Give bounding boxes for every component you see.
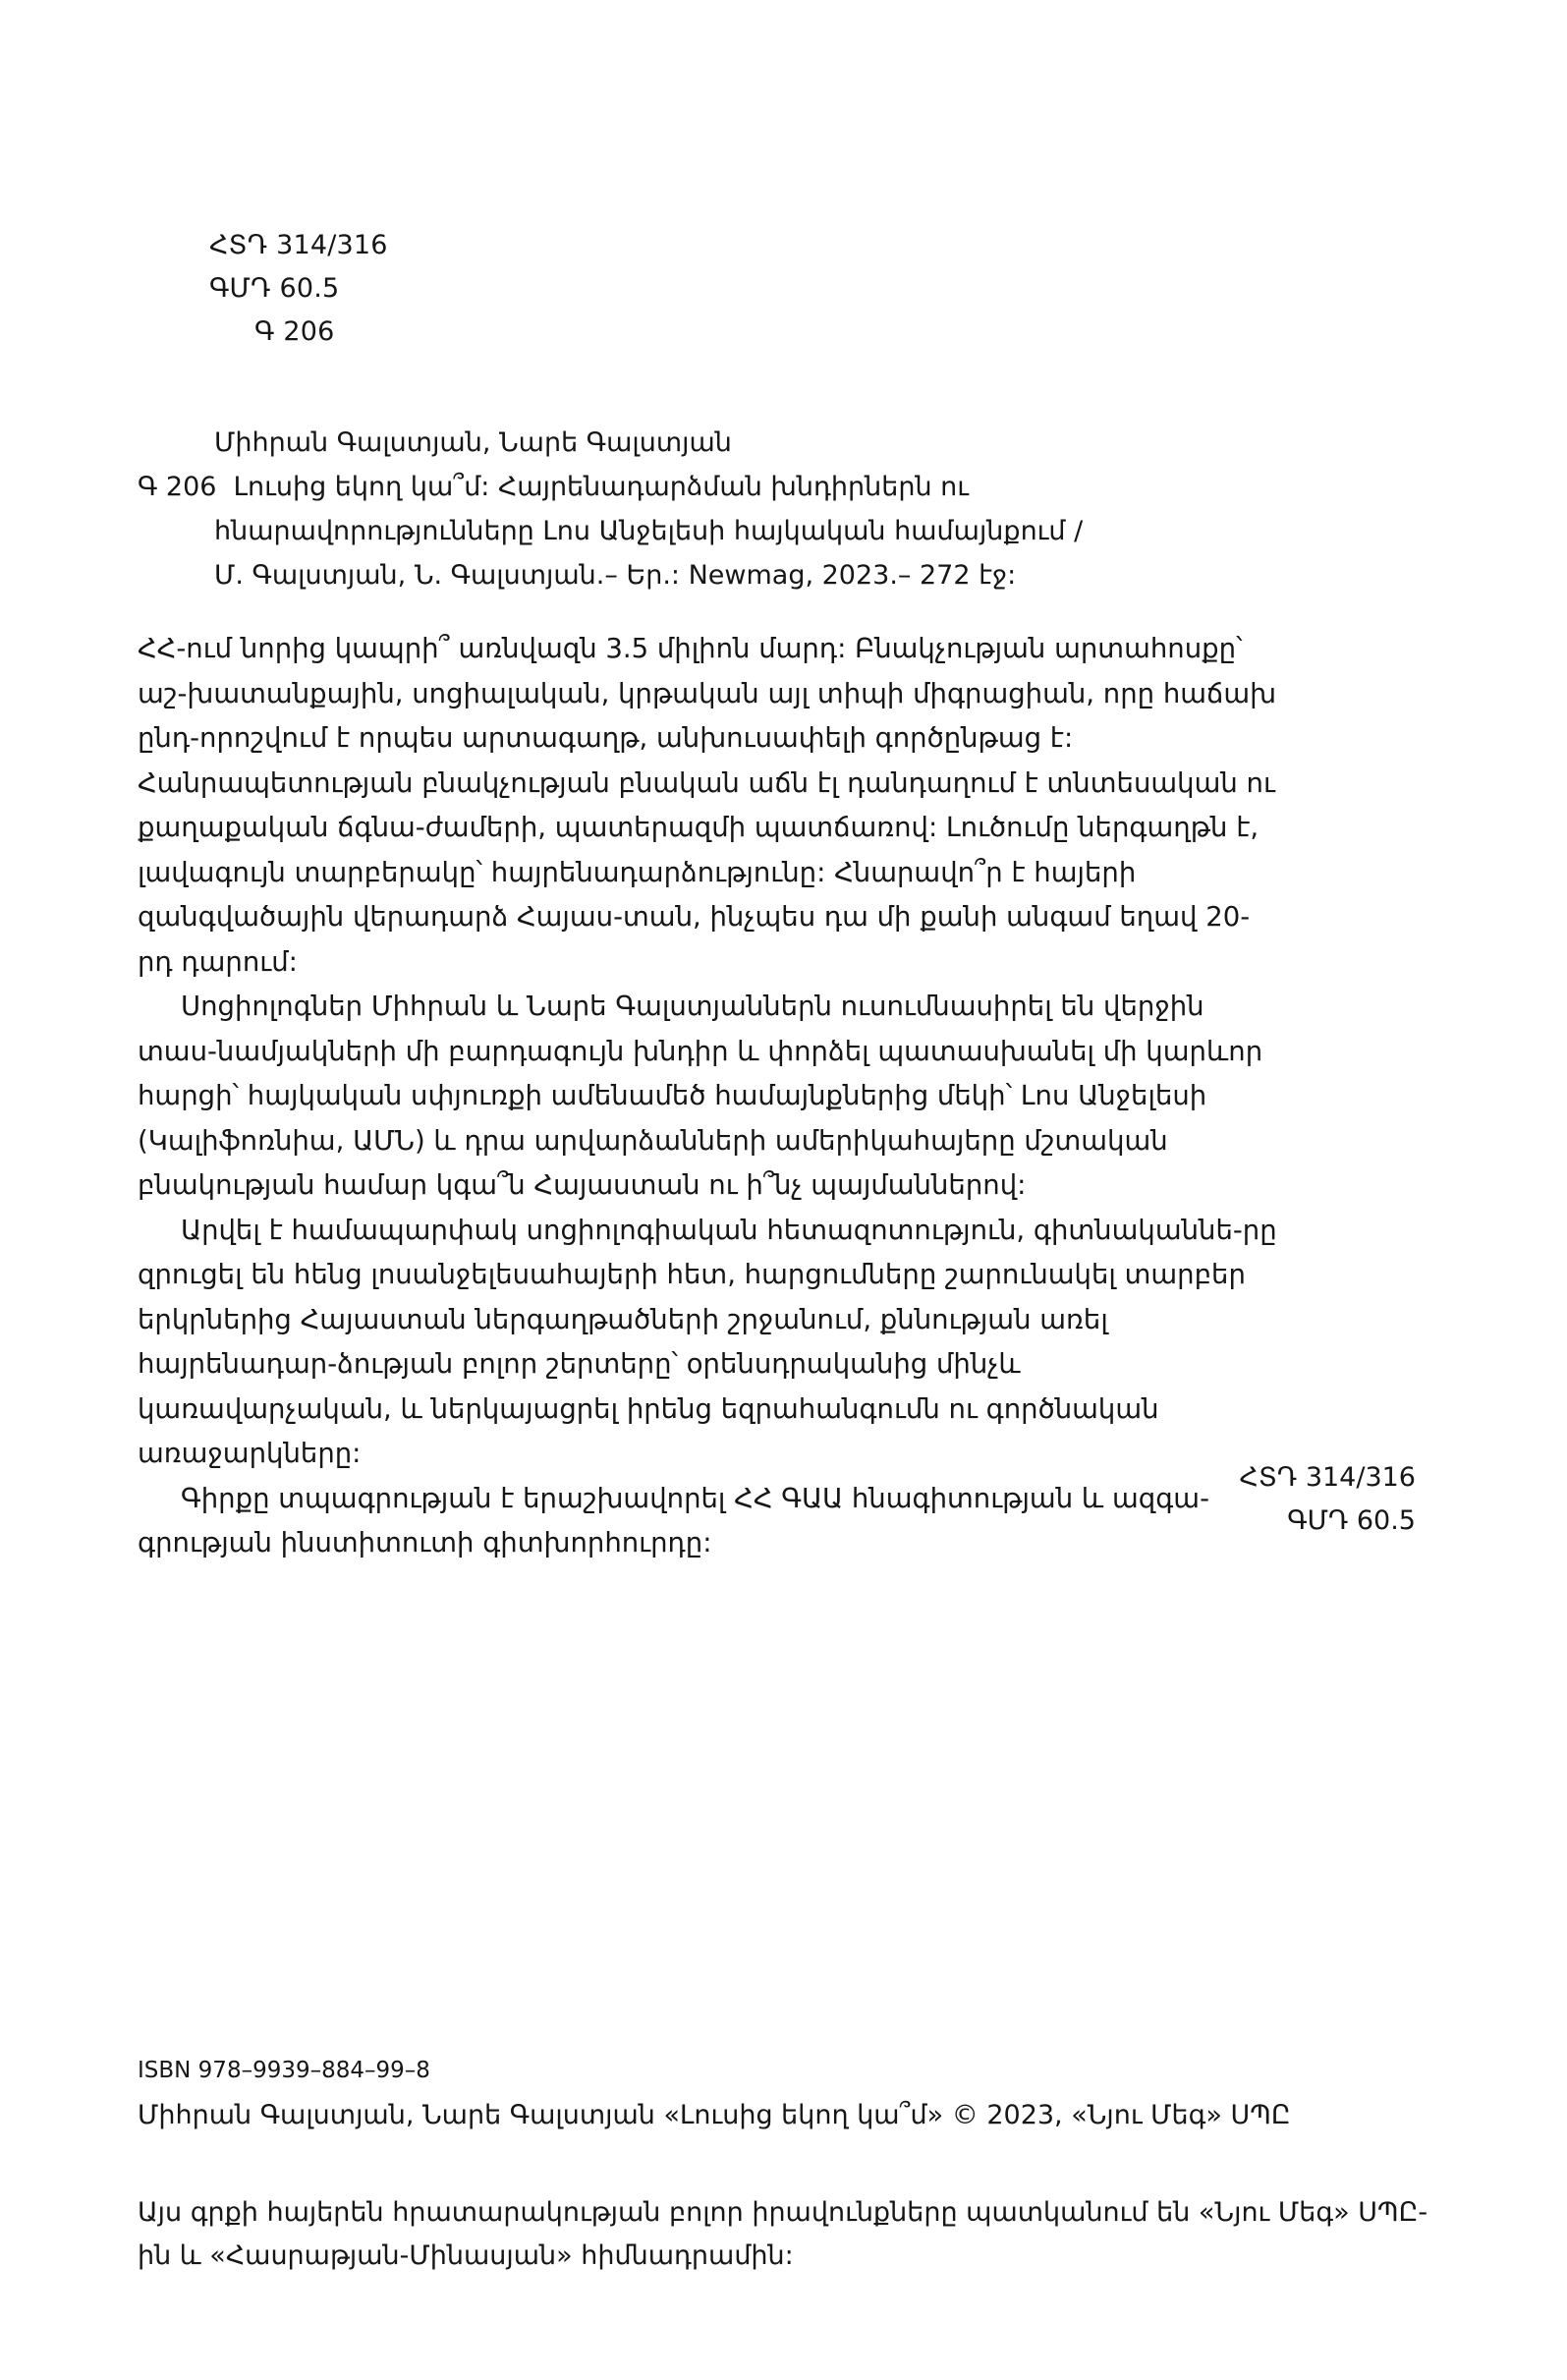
bibliographic-record [138, 421, 1277, 597]
annotation-paragraph-3: Արվել է համապարփակ սոցիոլոգիական հետազոտություն, գիտնականնե-րը զրուցել են հենց լոսանջելեսահայերի հետ, հարցումները շարունակել տարբեր երկրներից Հայաստան ներգաղթածների շրջանում, քննության առել հայրենադար-ձության բոլոր շերտերը՝ օրենսդրականից մինչև կառավարչական, և ներկայացրել իրենց եզրահանգումն ու գործնական առաջարկները: [138, 1214, 1286, 1469]
record-title-line-2: հնարավորությունները Լոս Անջելեսի հայկական համայնքում / [214, 516, 1084, 546]
record-title-line-1 [138, 465, 1277, 509]
copyright-line: Միհրան Գալստյան, Նարե Գալստյան «Լուսից եկող կա՞մ» © 2023, «Նյու Մեգ» ՍՊԸ [138, 2100, 1291, 2130]
bbk-code-bottom: ԳՄԴ 60.5 [1287, 1505, 1416, 1536]
rights-notice: Այս գրքի հայերեն հրատարակության բոլոր իրավունքները պատկանում են «Նյու Մեգ» ՍՊԸ-ին և «Հասրաթյան-Մինասյան» հիմնադրամին: [138, 2197, 1428, 2271]
annotation-block [138, 627, 1286, 1566]
author-mark-top: Գ 206 [254, 316, 335, 347]
colophon-block [138, 2054, 1444, 2278]
classification-block-top [209, 224, 388, 354]
record-author-mark: Գ 206 [138, 472, 217, 502]
isbn-line: ISBN 978–9939–884–99–8 [138, 2058, 430, 2083]
annotation-paragraph-4: Գիրքը տպագրության է երաշխավորել ՀՀ ԳԱԱ հնագիտության և ազգա-գրության ինստիտուտի գիտխորհուրդը: [138, 1482, 1209, 1558]
record-title-text: Լուսից եկող կա՞մ: Հայրենադարձման խնդիրներն ու [233, 472, 969, 502]
annotation-paragraph-1: ՀՀ-ում նորից կապրի՞ առնվազն 3.5 միլիոն մարդ: Բնակչության արտահոսքը՝ աշ-խատանքային, սոցիալական, կրթական այլ տիպի միգրացիան, որը հաճախ ընդ-որոշվում է որպես արտագաղթ, անխուսափելի գործընթաց է: Հանրապետության բնակչության բնական աճն էլ դանդաղում է տնտեսական ու քաղաքական ճգնա-ժամերի, պատերազմի պատճառով: Լուծումը ներգաղթն է, լավագույն տարբերակը՝ հայրենադարձությունը: Հնարավո՞ր է հայերի զանգվածային վերադարձ Հայաս-տան, ինչպես դա մի քանի անգամ եղավ 20-րդ դարում: [138, 633, 1285, 978]
record-authors: Միհրան Գալստյան, Նարե Գալստյան [214, 427, 732, 458]
annotation-paragraph-2: Սոցիոլոգներ Միհրան և Նարե Գալստյաններն ուսումնասիրել են վերջին տաս-նամյակների մի բարդագույն խնդիր և փորձել պատասխանել մի կարևոր հարցի՝ հայկական սփյուռքի ամենամեծ համայնքներից մեկի՝ Լոս Անջելեսի (Կալիֆոռնիա, ԱՄՆ) և դրա արվարձանների ամերիկահայերը մշտական բնակության համար կգա՞ն Հայաստան ու ի՞նչ պայմաններով: [138, 991, 1271, 1201]
record-imprint: Մ. Գալստյան, Ն. Գալստյան.– Եր.: Newmag, 2023.– 272 էջ: [214, 560, 1017, 591]
udc-code-top: ՀՏԴ 314/316 [209, 230, 388, 260]
udc-code-bottom: ՀՏԴ 314/316 [1239, 1462, 1416, 1493]
classification-block-bottom [1240, 1456, 1416, 1543]
bbk-code-top: ԳՄԴ 60.5 [209, 273, 340, 304]
